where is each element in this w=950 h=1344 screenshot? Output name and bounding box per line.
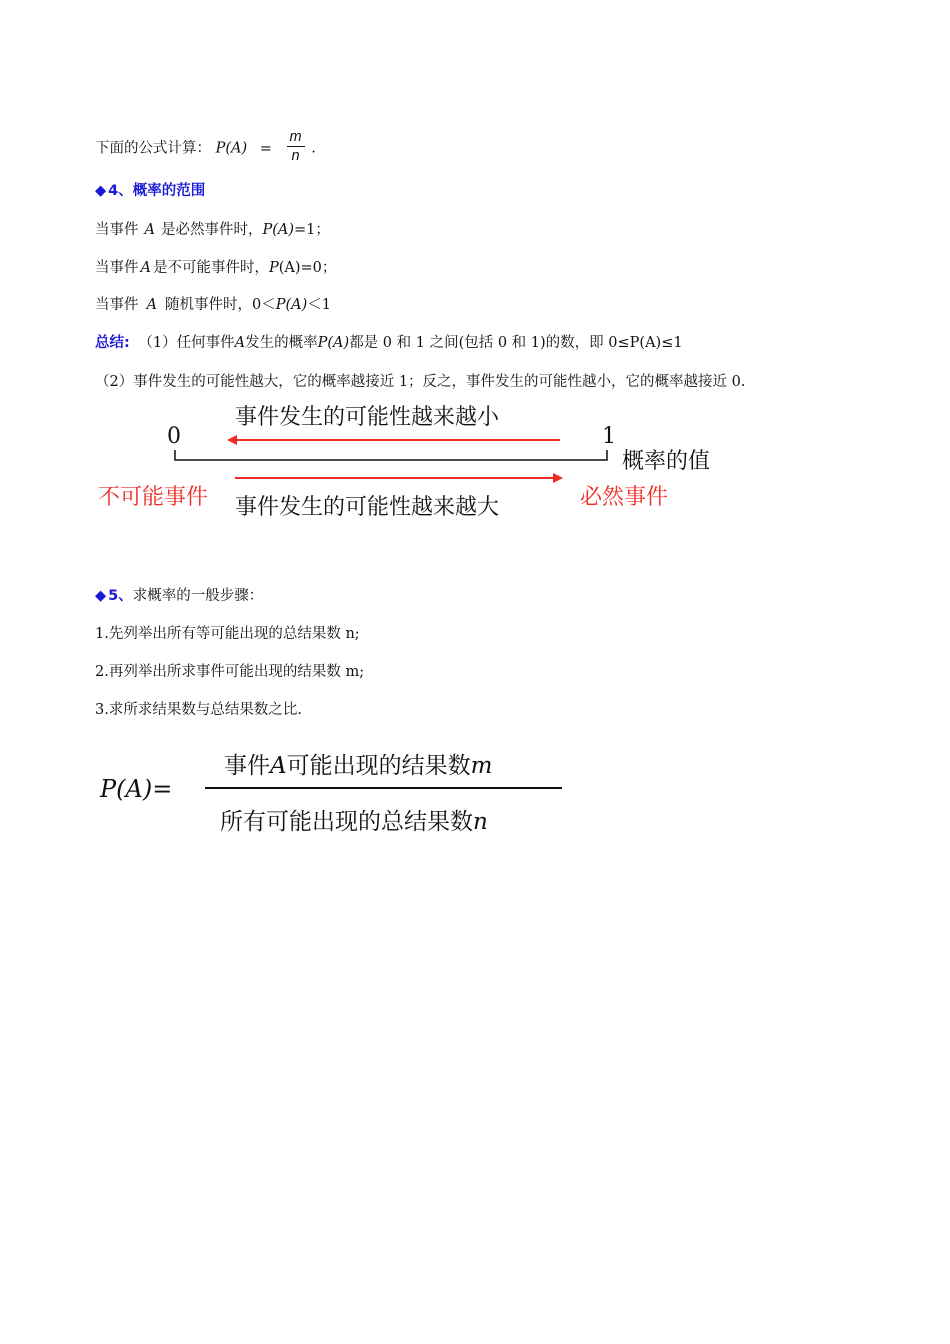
prob-expr: P(A) bbox=[262, 222, 295, 238]
arrow-left-icon bbox=[227, 435, 237, 445]
text-segment: 发生的概率 bbox=[245, 335, 318, 351]
probability-formula bbox=[100, 745, 570, 845]
prob-expr: P(A) bbox=[317, 335, 350, 351]
var-a: A bbox=[146, 297, 157, 313]
formula-intro-suffix: . bbox=[311, 140, 316, 157]
diamond-icon: ◆ bbox=[95, 588, 107, 604]
formula-intro-line bbox=[95, 130, 316, 167]
diagram-lines bbox=[95, 398, 745, 528]
formula-denominator: 所有可能出现的总结果数n bbox=[220, 809, 488, 835]
text-segment: 当事件 bbox=[95, 222, 139, 238]
diagram-zero-label: 0 bbox=[167, 424, 181, 449]
fraction-numerator: m bbox=[287, 128, 305, 147]
probability-range-diagram bbox=[95, 398, 745, 528]
text-segment: 当事件 bbox=[95, 260, 139, 276]
prob-expr: P(A) bbox=[275, 297, 308, 313]
section5-title: 5、 bbox=[108, 588, 133, 604]
var-a: A bbox=[144, 222, 155, 238]
diagram-one-label: 1 bbox=[602, 424, 616, 449]
formula-intro-prefix: 下面的公式计算： bbox=[95, 140, 211, 157]
section4-line-2 bbox=[95, 258, 336, 278]
arrow-right-icon bbox=[553, 473, 563, 483]
summary-label: 总结: bbox=[95, 335, 130, 351]
fraction-bar bbox=[205, 787, 562, 789]
formula-intro-lhs: P(A) bbox=[215, 140, 248, 157]
var-a: A bbox=[234, 335, 246, 351]
prob-expr: P bbox=[268, 260, 279, 276]
summary-line-2: （2）事件发生的可能性越大，它的概率越接近 1；反之，事件发生的可能性越小，它的概率越接近 0. bbox=[95, 374, 746, 390]
section4-line-1 bbox=[95, 220, 330, 240]
probability-axis bbox=[175, 450, 607, 460]
diagram-right-label: 必然事件 bbox=[580, 485, 669, 510]
text-segment: 当事件 bbox=[95, 297, 139, 313]
formula-intro-eq: = bbox=[259, 140, 272, 157]
section4-line-3 bbox=[95, 295, 331, 315]
diamond-icon: ◆ bbox=[95, 183, 107, 199]
formula-lhs: P(A)= bbox=[100, 775, 173, 803]
diagram-top-text: 事件发生的可能性越来越小 bbox=[235, 405, 500, 430]
text-segment: =1； bbox=[294, 222, 330, 238]
diagram-axis-label: 概率的值 bbox=[622, 449, 711, 474]
text-segment: 随机事件时，0＜ bbox=[164, 297, 276, 313]
text-segment: 都是 0 和 1 之间(包括 0 和 1)的数，即 0≤P(A)≤1 bbox=[349, 335, 683, 351]
step-3: 3.求所求结果数与总结果数之比. bbox=[95, 702, 302, 718]
var-a: A bbox=[140, 260, 151, 276]
diagram-bottom-text: 事件发生的可能性越来越大 bbox=[235, 495, 500, 520]
section4-heading bbox=[95, 181, 205, 201]
formula-numerator: 事件A可能出现的结果数m bbox=[224, 753, 493, 779]
section5-title-rest: 求概率的一般步骤： bbox=[132, 588, 264, 604]
fraction-m-over-n bbox=[287, 128, 305, 165]
fraction-denominator: n bbox=[291, 148, 300, 164]
section4-title: 4、概率的范围 bbox=[108, 183, 206, 199]
text-segment: 是不可能事件时， bbox=[152, 260, 269, 276]
step-2: 2.再列举出所求事件可能出现的结果数 m; bbox=[95, 664, 365, 680]
summary-line-1 bbox=[95, 333, 683, 353]
text-segment: ＜1 bbox=[307, 297, 331, 313]
diagram-left-label: 不可能事件 bbox=[98, 485, 209, 510]
text-segment: （1）任何事件 bbox=[138, 335, 235, 351]
step-1: 1.先列举出所有等可能出现的总结果数 n; bbox=[95, 626, 360, 642]
section5-heading bbox=[95, 586, 263, 606]
text-segment: (A)=0； bbox=[278, 260, 337, 276]
text-segment: 是必然事件时， bbox=[160, 222, 263, 238]
